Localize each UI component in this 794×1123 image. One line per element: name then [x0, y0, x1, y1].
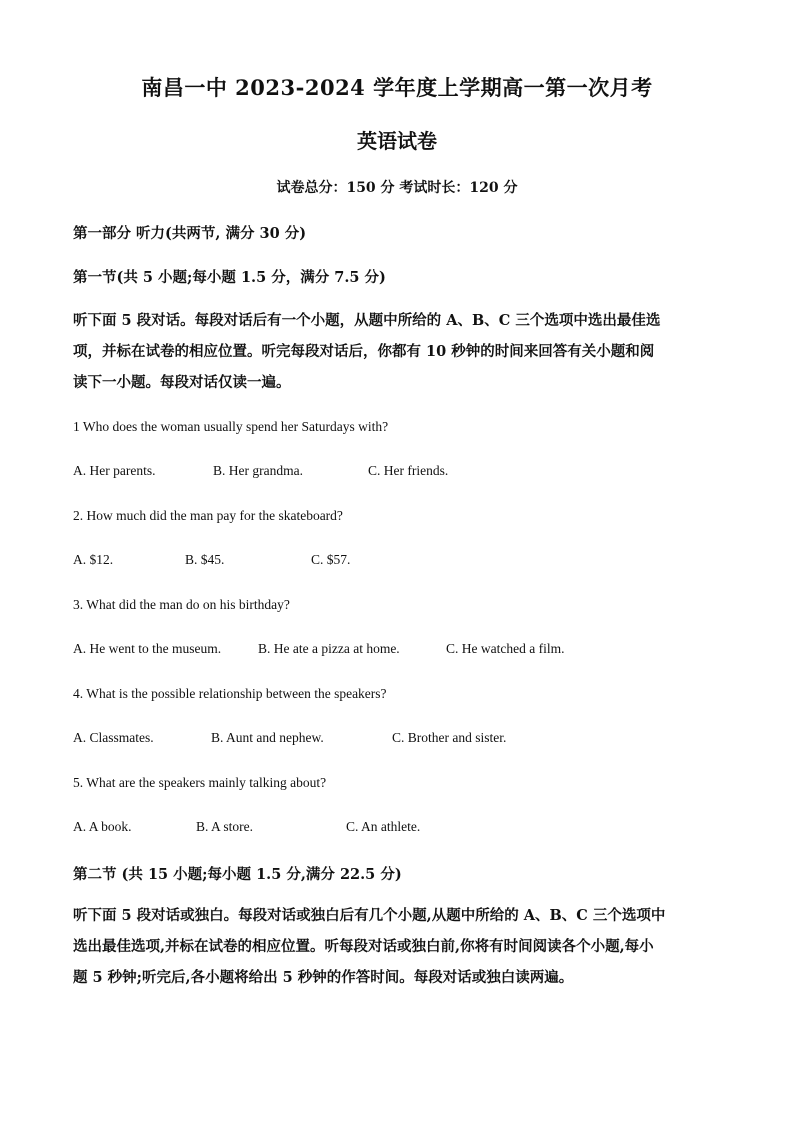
q3-option-b: B. He ate a pizza at home.: [258, 641, 400, 656]
q3-option-c: C. He watched a film.: [446, 641, 565, 656]
section2-heading: 第二节 (共 15 小题;每小题 1.5 分,满分 22.5 分): [73, 866, 402, 883]
question-1: 1 Who does the woman usually spend her Saturdays with?: [73, 419, 389, 434]
instruction-line: 题 5 秒钟;听完后,各小题将给出 5 秒钟的作答时间。每段对话或独白读两遍。: [73, 969, 574, 986]
question-3: 3. What did the man do on his birthday?: [73, 597, 290, 612]
q2-option-b: B. $45.: [185, 552, 225, 567]
q2-option-c: C. $57.: [311, 552, 351, 567]
instruction-line: 听下面 5 段对话。每段对话后有一个小题，从题中所给的 A、B、C 三个选项中选出最佳选: [73, 312, 661, 329]
exam-subject: 英语试卷: [357, 129, 437, 153]
instruction-line: 项，并标在试卷的相应位置。听完每段对话后，你都有 10 秒钟的时间来回答有关小题和阅: [73, 343, 655, 360]
question-2: 2. How much did the man pay for the skateboard?: [73, 508, 343, 523]
question-4: 4. What is the possible relationship between the speakers?: [73, 686, 387, 701]
exam-meta: 试卷总分：150 分 考试时长：120 分: [276, 180, 518, 196]
part1-heading: 第一部分 听力(共两节, 满分 30 分): [73, 225, 307, 242]
q3-option-a: A. He went to the museum.: [73, 641, 222, 656]
section1-instructions: [73, 305, 723, 398]
question-5: 5. What are the speakers mainly talking about?: [73, 775, 327, 790]
q1-option-a: A. Her parents.: [73, 463, 156, 478]
instruction-line: 选出最佳选项,并标在试卷的相应位置。听每段对话或独白前,你将有时间阅读各个小题,每小: [73, 938, 654, 955]
q5-option-b: B. A store.: [196, 819, 254, 834]
exam-title: 南昌一中 2023-2024 学年度上学期高一第一次月考: [141, 75, 653, 100]
q2-option-a: A. $12.: [73, 552, 114, 567]
instruction-line: 读下一小题。每段对话仅读一遍。: [73, 374, 291, 391]
q1-option-c: C. Her friends.: [368, 463, 449, 478]
q4-option-b: B. Aunt and nephew.: [211, 730, 324, 745]
q4-option-c: C. Brother and sister.: [392, 730, 507, 745]
q5-option-a: A. A book.: [73, 819, 132, 834]
q1-option-b: B. Her grandma.: [213, 463, 303, 478]
instruction-line: 听下面 5 段对话或独白。每段对话或独白后有几个小题,从题中所给的 A、B、C 三个选项中: [73, 907, 666, 924]
section1-heading: 第一节(共 5 小题;每小题 1.5 分，满分 7.5 分): [73, 269, 386, 286]
q5-option-c: C. An athlete.: [346, 819, 421, 834]
section2-instructions: [73, 900, 723, 993]
q4-option-a: A. Classmates.: [73, 730, 154, 745]
